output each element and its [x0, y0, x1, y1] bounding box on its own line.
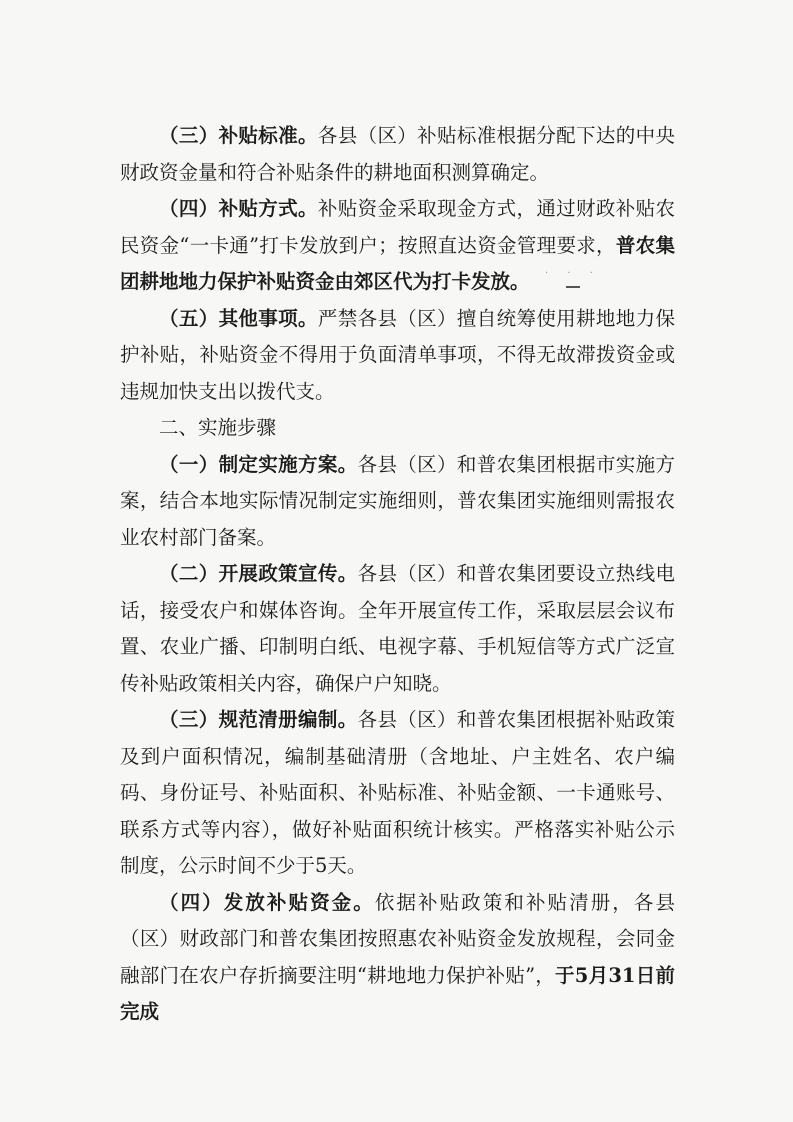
paragraph-text: 各县（区）补贴标准根据分配下达的中央财政资金量和符合补贴条件的耕地面积测算确定。: [120, 124, 675, 184]
paragraph-register-compilation: [120, 702, 675, 885]
paragraph-text: 各县（区）和普农集团要设立热线电话，接受农户和媒体咨询。全年开展宣传工作，采取层层会议布置、农业广播、印制明白纸、电视字幕、手机短信等方式广泛宣传补贴政策相关内容，确保户户知晓。: [120, 562, 675, 695]
paragraph-text: 依据补贴政策和补贴清册，各县（区）财政部门和普农集团按照惠农补贴资金发放规程，会同金融部门在农户存折摘要注明“耕地地力保护补贴”，: [120, 890, 675, 987]
section-heading: 二、实施步骤: [159, 416, 277, 439]
paragraph-lead: （四）发放补贴资金。: [159, 890, 375, 914]
paragraph-lead: （一）制定实施方案。: [159, 452, 358, 476]
paragraph-lead: （五）其他事项。: [159, 306, 318, 330]
paragraph-lead: （三）补贴标准。: [159, 124, 318, 147]
paragraph-text: 严禁各县（区）擅自统筹使用耕地地力保护补贴，补贴资金不得用于负面清单事项，不得无故滞拨资金或违规加快支出以拨代支。: [120, 306, 675, 403]
paragraph-policy-publicity: [120, 556, 675, 702]
paragraph-lead: （二）开展政策宣传。: [159, 562, 358, 585]
paragraph-other-matters: [120, 301, 675, 411]
paragraph-fund-distribution: [120, 885, 675, 1031]
paragraph-lead: （四）补贴方式。: [159, 197, 318, 220]
paragraph-text: 补贴资金采取现金方式，通过财政补贴农民资金“一卡通”打卡发放到户；按照直达资金管理要求，: [120, 197, 675, 257]
paragraph-text: 各县（区）和普农集团根据补贴政策及到户面积情况，编制基础清册（含地址、户主姓名、农户编码、身份证号、补贴面积、补贴标准、补贴金额、一卡通账号、联系方式等内容），做好补贴面积统计核实。严格落实补贴公示制度，公示时间不少于5天。: [120, 708, 675, 877]
paragraph-subsidy-standard: [120, 118, 675, 191]
paragraph-tail: 于5月31日前完成: [120, 963, 675, 1023]
scan-speck: · · ·: [545, 268, 601, 279]
paragraph-lead: （三）规范清册编制。: [159, 708, 358, 731]
pen-mark: [566, 286, 580, 288]
paragraph-text: 各县（区）和普农集团根据市实施方案，结合本地实际情况制定实施细则，普农集团实施细则需报农业农村部门备案。: [120, 452, 675, 549]
paragraph-implementation-plan: [120, 447, 675, 557]
paragraph-tail: 普农集团耕地地力保护补贴资金由郊区代为打卡发放。: [120, 233, 675, 293]
paragraph-subsidy-method: [120, 191, 675, 301]
